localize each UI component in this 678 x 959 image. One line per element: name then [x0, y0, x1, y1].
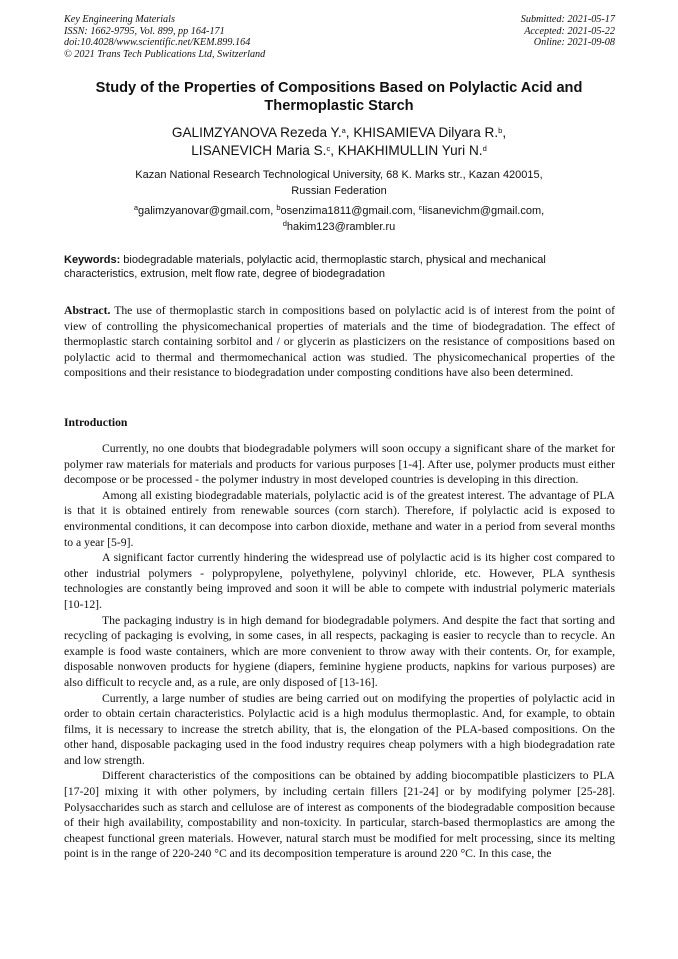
author-marker: c: [326, 144, 331, 153]
journal-name: Key Engineering Materials: [64, 14, 175, 25]
author-name: KHAKHIMULLIN Yuri N.: [337, 143, 483, 158]
author-name: GALIMZYANOVA Rezeda Y.: [171, 125, 342, 140]
paper-title: [60, 80, 618, 116]
abstract-text: The use of thermoplastic starch in compositions based on polylactic acid is of interest from the point of view of controlling the physicomechanical properties of materials and the time of biodegradation. The effect of thermoplastic starch containing sorbitol and / or glycerin as plasticizers on the resistance of compositions based on polylactic acid to thermal and thermomechanical action was studied. The physicomechanical properties of the compositions and their resistance to biodegradation under composting conditions have also been determined.: [64, 304, 615, 380]
affiliation-line-2: Russian Federation: [291, 184, 387, 197]
email-link[interactable]: galimzyanovar@gmail.com,: [137, 205, 277, 217]
affiliation-line-1: Kazan National Research Technological University, 68 K. Marks str., Kazan 420015,: [135, 169, 543, 181]
accepted-date: Accepted: 2021-05-22: [524, 25, 615, 37]
author-marker: b: [498, 126, 503, 135]
online-date: Online: 2021-09-08: [533, 37, 615, 49]
title-line-1: Study of the Properties of Compositions Based on Polylactic Acid and: [95, 80, 583, 96]
abstract-label: Abstract.: [64, 304, 111, 317]
publication-dates: [521, 14, 615, 49]
copyright-line: © 2021 Trans Tech Publications Ltd, Switzerland: [64, 48, 266, 60]
doi-line[interactable]: doi:10.4028/www.scientific.net/KEM.899.164: [64, 37, 251, 49]
author-marker: a: [341, 126, 346, 135]
keywords-text: biodegradable materials, polylactic acid, thermoplastic starch, physical and mechanical characteristics, extrusion, melt flow rate, degree of biodegradation: [64, 254, 546, 280]
section-heading-introduction: Introduction: [64, 416, 128, 429]
abstract: [64, 303, 615, 381]
paragraph: Among all existing biodegradable materials, polylactic acid is of the greatest interest. The advantage of PLA is that it is obtained entirely from renewable sources (corn starch). Therefore, if polylactic acid is exposed to environmental conditions, it can decompose into carbon dioxide, methane and water in a period from several months to a year [5-9].: [64, 488, 615, 549]
email-link[interactable]: hakim123@rambler.ru: [286, 220, 396, 233]
email-link[interactable]: lisanevichm@gmail.com,: [422, 205, 545, 217]
paragraph: Currently, a large number of studies are being carried out on modifying the properties of polylactic acid in order to obtain certain characteristics. Polylactic acid is a high modulus thermoplastic. And, for example, to obtain films, it is necessary to increase the stretch ability, that is, the elongation of the PLA-based compositions. On the other hand, disposable packaging used in the food industry requires cheap polymers with a high biodegradation rate and low strength.: [64, 691, 615, 767]
author-list: GALIMZYANOVA Rezeda Y.$^a$, KHISAMIEVA Dilyara R.$^b$, LISANEVICH Maria S.$^c$, KHAKHIMULLIN Yuri N.$^d$: [171, 125, 507, 158]
author-name: KHISAMIEVA Dilyara R.: [353, 125, 499, 140]
keywords-label: Keywords:: [64, 254, 121, 266]
keywords: [64, 254, 615, 282]
author-marker: d: [482, 144, 487, 153]
affiliation: [60, 168, 618, 199]
journal-info: [64, 14, 265, 60]
issn-line: ISSN: 1662-9795, Vol. 899, pp 164-171: [64, 25, 225, 37]
author-name: LISANEVICH Maria S.: [191, 143, 327, 158]
introduction-body: [64, 441, 615, 862]
submitted-date: Submitted: 2021-05-17: [520, 14, 615, 25]
paragraph: The packaging industry is in high demand for biodegradable polymers. And despite the fact that sorting and recycling of packaging is evolving, in some cases, in all respects, packaging is easier to recycle than to recycle. An example is food waste containers, which are more convenient to throw away with their contents. Or, for example, disposable nonwoven products for hygiene (diapers, feminine hygiene products, napkins for various purposes) are also difficult to recycle and, as a rule, are only disposed of [13-16].: [64, 613, 615, 689]
paragraph: A significant factor currently hindering the widespread use of polylactic acid is its higher cost compared to other industrial polymers - polypropylene, polyethylene, polyvinyl chloride, etc. However, PLA synthesis technologies are constantly being improved and soon it will be able to compete with industrial polymeric materials [10-12].: [64, 551, 615, 611]
paragraph: Currently, no one doubts that biodegradable polymers will soon occupy a significant share of the market for polymer raw materials for materials and products for various purposes [1-4]. After use, polymer products must either decompose or be processed - the polymer industry in most developed countries is developing in this direction.: [64, 442, 615, 487]
title-line-2: Thermoplastic Starch: [264, 97, 414, 114]
paragraph: Different characteristics of the compositions can be obtained by adding biocompatible plasticizers to PLA [17-20] mixing it with other polymers, by including certain fillers [21-24] or by modifying polymer [25-28]. Polysaccharides such as starch and cellulose are of interest as components of the biodegradable composition because of their high availability, compostability and non-toxicity. In particular, starch-based thermoplastics are among the cheapest functional green materials. However, natural starch must be modified for melt processing, since its melting point is in the range of 220-240 °C and its decomposition temperature is around 220 °C. In this case, the: [64, 769, 615, 861]
author-emails: $^a$galimzyanovar@gmail.com, $^b$osenzima1811@gmail.com, $^c$lisanevichm@gmail.com, $^d$hakim123@rambler.ru: [133, 203, 545, 233]
email-link[interactable]: osenzima1811@gmail.com,: [280, 205, 419, 217]
